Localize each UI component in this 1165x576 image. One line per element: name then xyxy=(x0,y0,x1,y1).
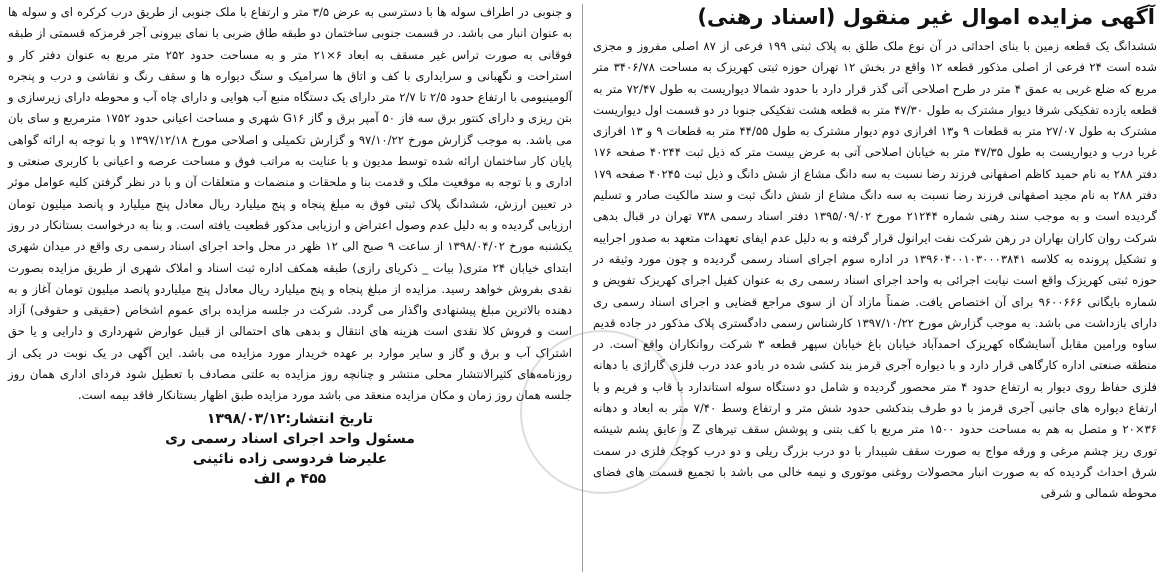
signatory-title: مسئول واحد اجرای اسناد رسمی ری xyxy=(165,430,415,447)
reference-number: ۴۵۵ م الف xyxy=(253,470,327,487)
notice-title: آگهی مزایده اموال غیر منقول (اسناد رهنی) xyxy=(697,5,1155,29)
notice-body-left: و جنوبی در اطراف سوله ها با دسترسی به عرض ۳/۵ متر و ارتفاع با ملک جنوبی از طریق درب کرکره ای و سوله ها به عنوان انبار می باشد. در قسمت جنوبی ساختمان دو طبقه طاق ضربی با نمای بیرونی آجر قرمزکه قسمتی از طبقه فوقانی به صورت تراس غیر مسقف به ابعاد ۶×۲۱ متر و به مساحت حدود ۲۵۲ متر مربع به عنوان دفتر کار و استراحت و نگهبانی و سرایداری با کف و اتاق ها سرامیک و سنگ دیواره ها و سقف رنگ و نقاشی و درب و پنجره آلومینیومی با ارتفاع حدود ۲/۵ تا ۲/۷ متر دارای یک دستگاه منبع آب هوایی و دارای چاه آب و محوطه دارای زیرسازی و بتن ریزی و دارای کنتور برق سه فاز ۵۰ آمپر برق و گاز G۱۶ شهری و مساحت اعیانی حدود ۱۷۵۲ مترمربع و سای بان می باشد. به موجب گزارش مورخ ۹۷/۱۰/۲۲ و گزارش تکمیلی و اصلاحی مورخ ۱۳۹۷/۱۲/۱۸ و با توجه به ارائه گواهی پایان کار ساختمان ارائه شده توسط مدیون و با عنایت به مراتب فوق و مساحت عرصه و اعیانی با کاربری صنعتی و اداری و با توجه به موقعیت ملک و قدمت بنا و ملحقات و منضمات و متعلقات آن و با در نظر گرفتن کلیه عوامل موثر در تعیین ارزش، ششدانگ پلاک ثبتی فوق به مبلغ پنجاه و پنج میلیارد ریال معادل پنج میلیارد و پانصد میلیون تومان ارزیابی گردیده و به دلیل عدم وصول اعتراض و ارزیابی مذکور قطعیت یافته است. و بنا به درخواست بستانکار در روز یکشنبه مورخ ۱۳۹۸/۰۴/۰۲ از ساعت ۹ صبح الی ۱۲ ظهر در محل واحد اجرای اسناد رسمی ری واقع در میدان شهری ابتدای خیابان ۲۴ متری( بیات _ ذکریای رازی) طبقه همکف اداره ثبت اسناد و املاک شهری از طریق مزایده بصورت نقدی بفروش خواهد رسید. مزایده از مبلغ پنجاه و پنج میلیارد ریال معادل پنج میلیاردو پانصد میلیون تومان آغاز و به دهنده بالاترین مبلغ پیشنهادی واگذار می گردد. شرکت در جلسه مزایده برای عموم اشخاص (حقیقی و حقوقی) آزاد است و فروش کلا نقدی است هزینه های انتقال و بدهی های احتمالی از قبیل عوارض شهرداری و دارایی و یا حق اشتراک آب و برق و گاز و سایر موارد بر عهده خریدار مورد مزایده می باشد. این آگهی در یک نوبت در یکی از روزنامه‌های کثیرالانتشار محلی منتشر و چنانچه روز مزایده به علتی مصادف با تعطیل شود فردای اداری همان روز جلسه همان روز زمان و مکان مزایده منعقد می باشد مورد مزایده طبق اظهار بستانکار فاقد بیمه است. xyxy=(8,5,573,403)
column-divider xyxy=(582,4,583,572)
left-column xyxy=(4,2,576,574)
signatory-name: علیرضا فردوسی زاده نائینی xyxy=(192,450,388,467)
notice-body-right: ششدانگ یک قطعه زمین با بنای احداثی در آن نوع ملک طلق به پلاک ثبتی ۱۹۹ فرعی از ۸۷ اصلی مفروز و مجزی شده است ۲۴ فرعی از اصلی مذکور قطعه ۱۲ واقع در بخش ۱۲ تهران حوزه ثبتی کهریزک به مساحت ۳۴۰۶/۷۸ متر مربع که ضلع غربی به عمق ۴ متر در طرح اصلاحی آتی گذر قرار دارد با حدود شمالا دیواریست به طول ۷۲/۴۷ متر به قطعه یازده تفکیکی شرقا دیوار مشترک به طول ۴۷/۳۰ متر به قطعه هشت تفکیکی جنوبا در دو قسمت اول دیواریست مشترک به طول ۲۷/۰۷ متر به قطعات ۹ و۱۳ افرازی دوم دیوار مشترک به طول ۴۴/۵۵ متر به قطعات ۹ و ۱۳ افرازی غربا درب و دیواریست به طول ۴۷/۳۵ متر به خیابان اصلاحی آتی به عرض بیست متر که ذیل ثبت ۴۰۲۴۴ صفحه ۱۷۶ دفتر ۲۸۸ به نام حمید کاظم اصفهانی فرزند رضا نسبت به سه دانگ مشاع از شش دانگ و ذیل ثبت ۴۰۲۴۵ صفحه ۱۷۹ دفتر ۲۸۸ به نام مجید اصفهانی فرزند رضا نسبت به سه دانگ مشاع از شش دانگ ثبت و سند مالکیت صادر و تسلیم گردیده است و به موجب سند رهنی شماره ۲۱۲۴۴ مورخ ۱۳۹۵/۰۹/۰۲ دفتر اسناد رسمی ۷۳۸ تهران در قبال بدهی شرکت روان کاران بهاران در رهن شرکت نفت ایرانول قرار گرفته و به دلیل عدم ایفای تعهدات متعهد به صدور اجراییه و تشکیل پرونده به کلاسه ۱۳۹۶۰۴۰۰۱۰۳۰۰۰۳۸۴۱ در اداره سوم اجرای اسناد رسمی گردیده و چون مورد وثیقه در حوزه ثبتی کهریزک واقع است نیابت اجرائی به واحد اجرای اسناد رسمی ری به عنوان کفیل اجرای کهریزک تفویض و شماره بایگانی ۹۶۰۰۶۶۶ برای آن اختصاص یافت. ضمناً مازاد آن از سوی مراجع قضایی و اجرای اسناد رسمی ری دارای بازداشت می باشد. به موجب گزارش مورخ ۱۳۹۷/۱۰/۲۲ کارشناس رسمی دادگستری پلاک مذکور در جاده قدیم ساوه ورامین مقابل آسایشگاه کهریزک احمدآباد خیابان باغ خیابان سپهر قطعه ۳ شرکت روانکاران واقع است. در منطقه صنعتی اداره کارگاهی قرار دارد و با دیواره آجری قرمز بند کشی شده در بادو عدد درب فلزی گاراژی با دهانه فلزی حفاظ روی دیوار به ارتفاع حدود ۴ متر محصور گردیده و شامل دو دستگاه سوله استاندارد با قاب و فریم و با ارتفاع دیواره های جانبی آجری قرمز با دو طرف بندکشی حدود شش متر و ارتفاع وسط ۷/۴۰ متر به ابعاد و دهانه ۳۶×۲۰ و متصل به هم به مساحت حدود ۱۵۰۰ متر مربع با کف بتنی و پوشش سقف تیرهای Z و عایق پشم شیشه توری ریز چشم مرغی و ورقه مواج به صورت سقف شیبدار با دو درب بزرگ ریلی و دو درب کوچک فلزی در سمت شرق احداث گردیده که به صورت انبار محصولات روغنی موتوری و نیمه خالی می باشد با تجمیع قسمت های فضای محوطه شمالی و شرقی xyxy=(593,39,1158,501)
right-column xyxy=(589,2,1161,574)
signoff-block xyxy=(4,409,576,489)
publish-date: تاریخ انتشار:۱۳۹۸/۰۳/۱۲ xyxy=(206,410,374,427)
